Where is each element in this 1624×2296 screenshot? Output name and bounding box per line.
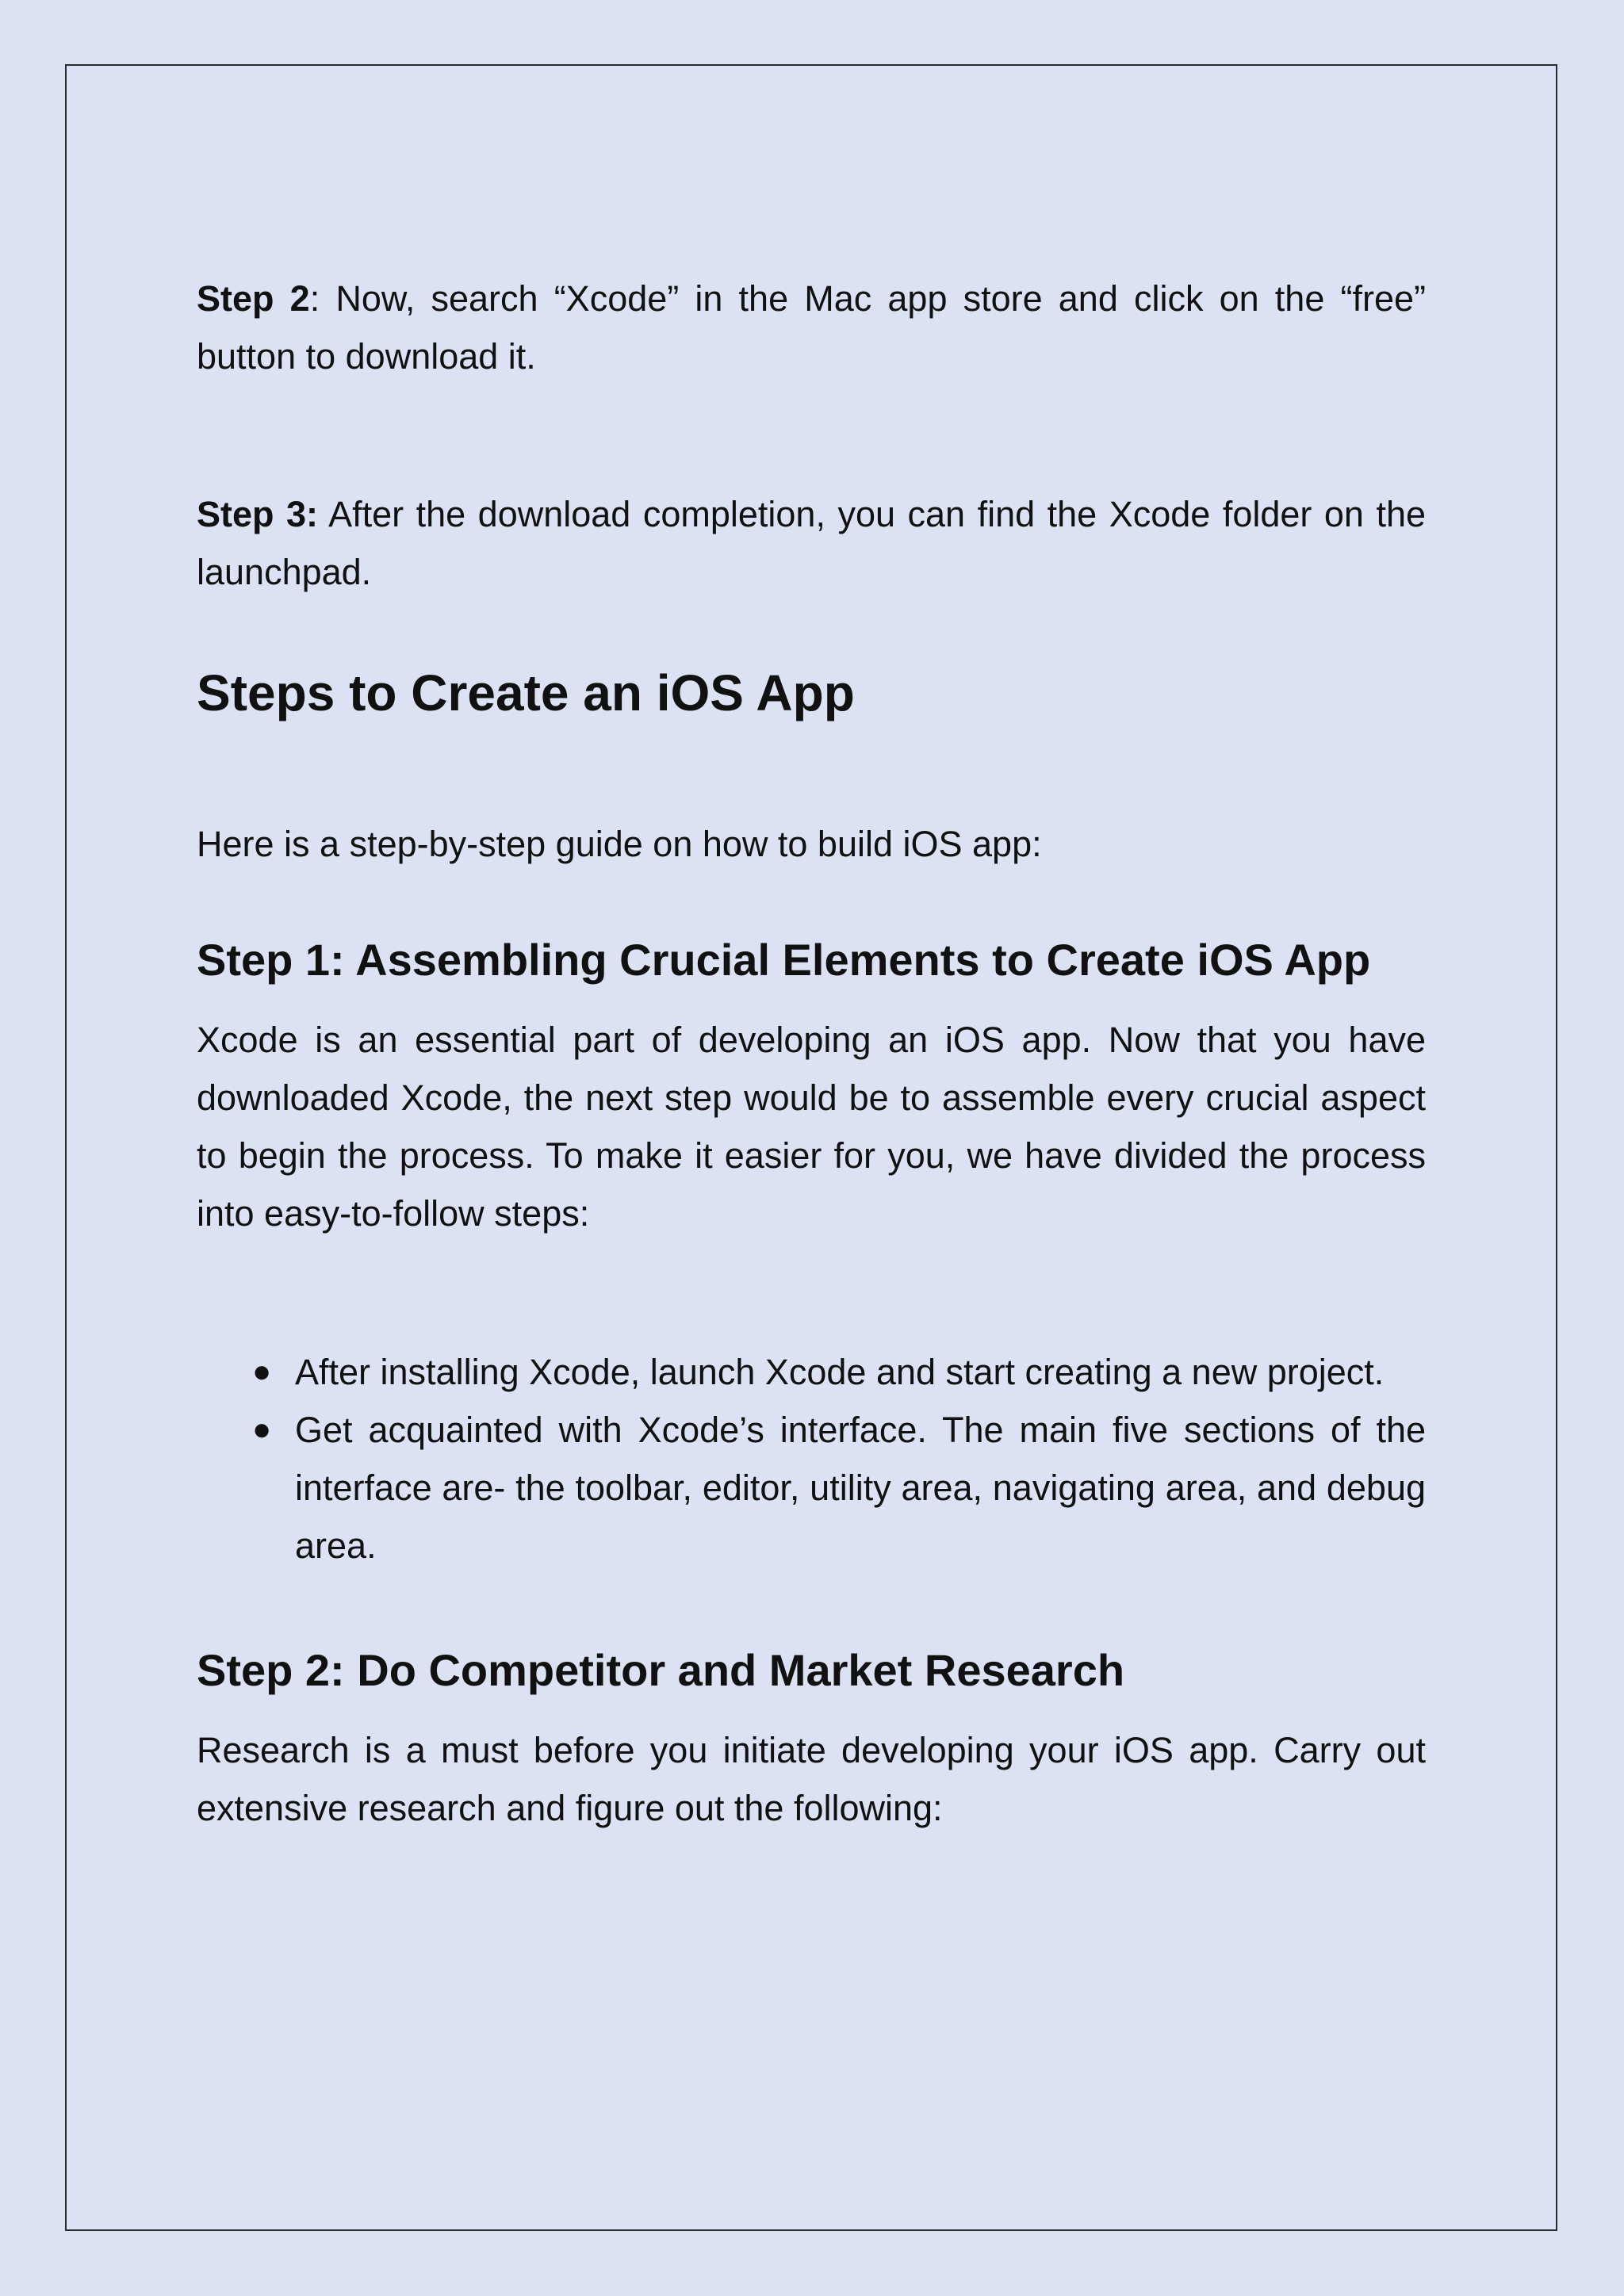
document-body (197, 270, 1426, 1837)
list-item-text: After installing Xcode, launch Xcode and start creating a new project. (295, 1352, 1385, 1392)
step3-intro-text: After the download completion, you can find the Xcode folder on the launchpad. (197, 494, 1427, 592)
bullet-icon: ● (252, 1354, 272, 1389)
step2-paragraph: Research is a must before you initiate developing your iOS app. Carry out extensive research and figure out the following: (197, 1730, 1426, 1828)
step3-intro-label: Step 3: (197, 494, 319, 534)
step2-intro-text: : Now, search “Xcode” in the Mac app store and click on the “free” button to download it. (197, 278, 1427, 377)
step2-heading: Step 2: Do Competitor and Market Research (197, 1645, 1125, 1695)
list-item-text: Get acquainted with Xcode’s interface. The main five sections of the interface are- the toolbar, editor, utility area, navigating area, and debug area. (295, 1410, 1426, 1566)
step3-intro-paragraph (197, 485, 1426, 601)
section-heading: Steps to Create an iOS App (197, 664, 855, 721)
section-intro: Here is a step-by-step guide on how to build iOS app: (197, 824, 1042, 864)
step1-paragraph: Xcode is an essential part of developing an iOS app. Now that you have downloaded Xcode, the next step would be to assemble every crucial aspect to begin the process. To make it easier for you, we have divided the process into easy-to-follow steps: (197, 1020, 1426, 1234)
step2-intro-paragraph (197, 270, 1426, 385)
bullet-icon: ● (252, 1412, 272, 1447)
list-item (197, 1343, 1426, 1401)
step1-bullet-list (197, 1343, 1426, 1575)
step1-heading: Step 1: Assembling Crucial Elements to Create iOS App (197, 935, 1371, 985)
list-item (197, 1401, 1426, 1575)
step2-intro-label: Step 2 (197, 278, 310, 319)
